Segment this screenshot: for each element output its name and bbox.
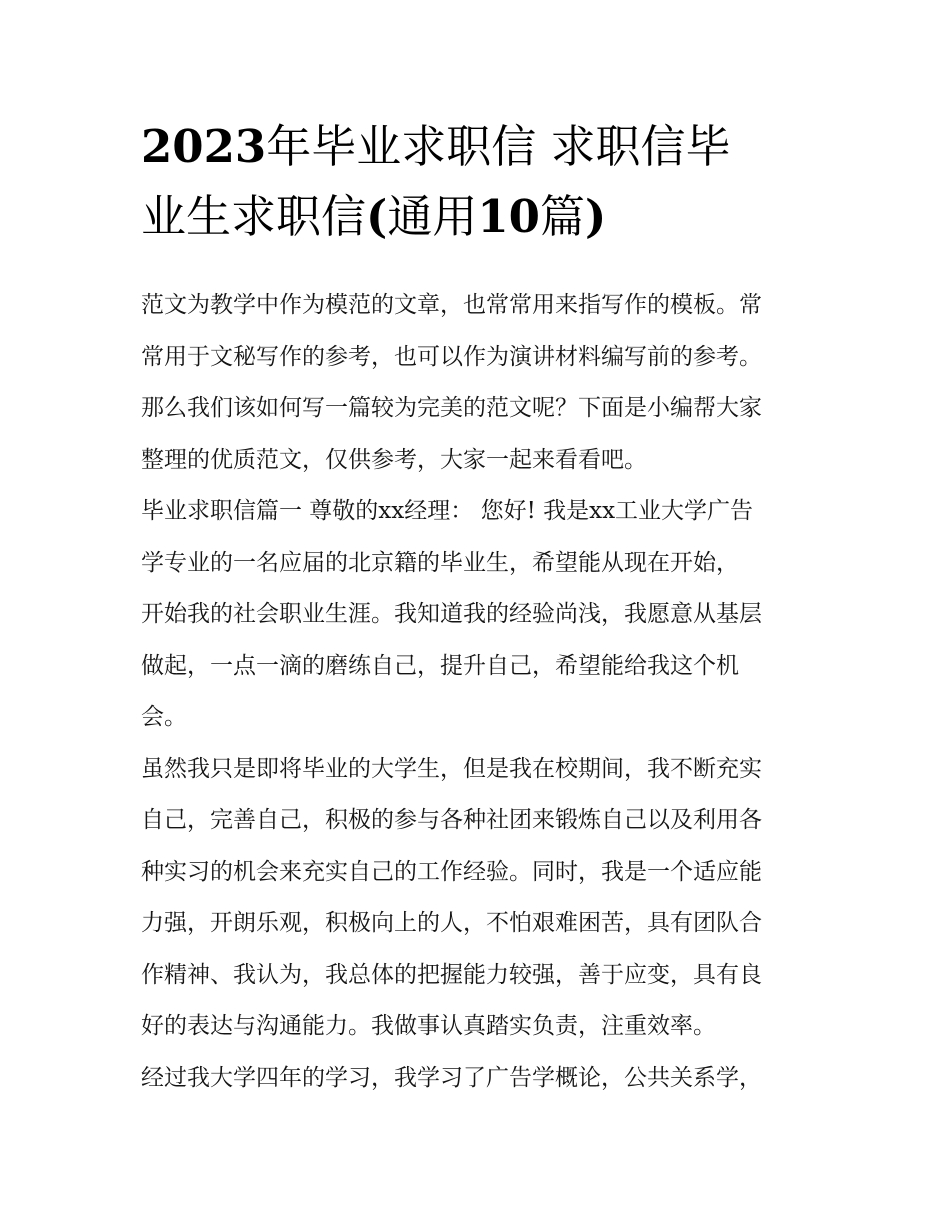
text-line: 好的表达与沟通能力。我做事认真踏实负责，注重效率。 bbox=[141, 1013, 716, 1039]
text-line: 学专业的一名应届的北京籍的毕业生，希望能从现在开始， bbox=[141, 549, 739, 576]
document-content bbox=[141, 112, 813, 1104]
text-line: 自己，完善自己，积极的参与各种社团来锻炼自己以及利用各 bbox=[141, 807, 762, 833]
title-bold-run: ) bbox=[584, 190, 607, 243]
title-bold-run: 10 bbox=[477, 190, 540, 243]
text-line: 毕业求职信篇一 尊敬的xx经理： 您好! 我是xx工业大学广告 bbox=[141, 498, 754, 524]
text-line: 常用于文秘写作的参考，也可以作为演讲材料编写前的参考。 bbox=[141, 343, 762, 370]
title-spacer bbox=[141, 252, 813, 280]
title-bold-run: ( bbox=[366, 190, 388, 243]
text-line: 作精神、我认为，我总体的把握能力较强，善于应变，具有良 bbox=[141, 961, 762, 988]
text-line: 做起，一点一滴的磨练自己，提升自己，希望能给我这个机 bbox=[141, 652, 739, 679]
text-line: 力强，开朗乐观，积极向上的人，不怕艰难困苦，具有团队合 bbox=[141, 910, 762, 936]
text-line: 整理的优质范文，仅供参考，大家一起来看看吧。 bbox=[141, 446, 647, 473]
paragraph-education bbox=[141, 1053, 813, 1105]
text-line: 种实习的机会来充实自己的工作经验。同时，我是一个适应能 bbox=[141, 858, 762, 885]
text-line: 范文为教学中作为模范的文章，也常常用来指写作的模板。常 bbox=[141, 292, 762, 318]
text-line: 虽然我只是即将毕业的大学生，但是我在校期间，我不断充实 bbox=[141, 755, 762, 782]
title-bold-run: 2023 bbox=[141, 120, 267, 173]
text-line: 那么我们该如何写一篇较为完美的范文呢？下面是小编帮大家 bbox=[141, 395, 762, 421]
text-line: 会。 bbox=[141, 704, 187, 730]
title-line-2: 业生求职信(通用10篇) bbox=[141, 190, 607, 243]
text-line: 经过我大学四年的学习，我学习了广告学概论，公共关系学， bbox=[141, 1064, 762, 1091]
document-title bbox=[141, 112, 813, 252]
paragraph-self-description bbox=[141, 744, 813, 1053]
text-line: 开始我的社会职业生涯。我知道我的经验尚浅，我愿意从基层 bbox=[141, 601, 762, 627]
paragraph-intro bbox=[141, 280, 813, 486]
title-line-1: 2023年毕业求职信 求职信毕 bbox=[141, 120, 731, 173]
paragraph-letter-opening bbox=[141, 486, 813, 744]
